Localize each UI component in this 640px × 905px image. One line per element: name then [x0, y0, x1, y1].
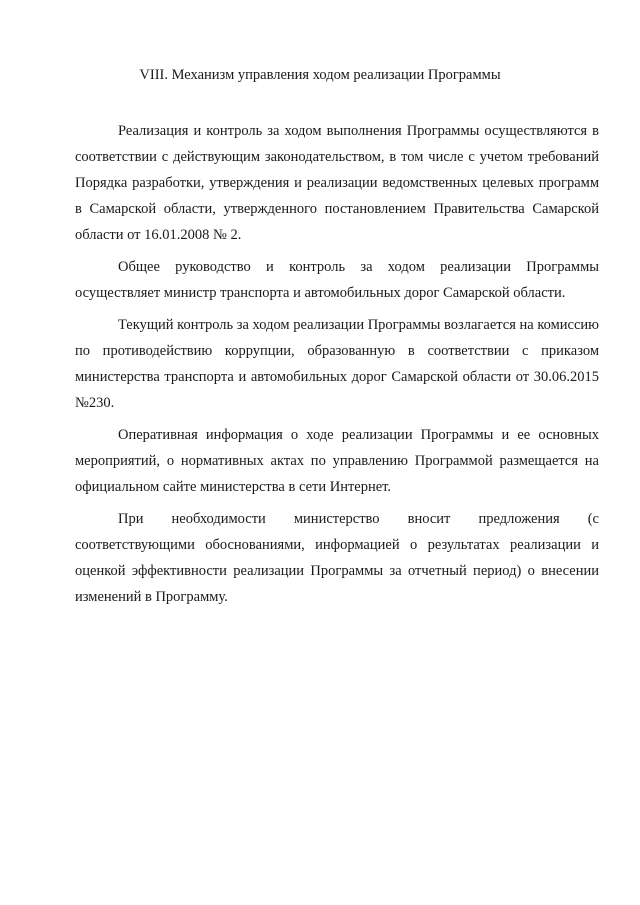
paragraph-current-control: Текущий контроль за ходом реализации Программы возлагается на комиссию по противодействию коррупции, образованную в соответствии с приказом министерства транспорта и автомобильных дорог Самарской области от 30.06.2015 №230.: [75, 317, 599, 411]
document-body: [75, 118, 599, 616]
paragraph-amendment-proposals: При необходимости министерство вносит предложения (с соответствующими обоснованиями, информацией о результатах реализации и оценкой эффективности реализации Программы за отчетный период) о внесении изменений в Программу.: [75, 511, 599, 605]
paragraph-implementation-control: Реализация и контроль за ходом выполнения Программы осуществляются в соответствии с действующим законодательством, в том числе с учетом требований Порядка разработки, утверждения и реализации ведомственных целевых программ в Самарской области, утвержденного постановлением Правительства Самарской области от 16.01.2008 № 2.: [75, 123, 599, 243]
section-heading: VIII. Механизм управления ходом реализации Программы: [139, 67, 501, 83]
paragraph-operational-info: Оперативная информация о ходе реализации Программы и ее основных мероприятий, о нормативных актах по управлению Программой размещается на официальном сайте министерства в сети Интернет.: [75, 427, 599, 495]
paragraph-general-management: Общее руководство и контроль за ходом реализации Программы осуществляет министр транспорта и автомобильных дорог Самарской области.: [75, 259, 599, 301]
